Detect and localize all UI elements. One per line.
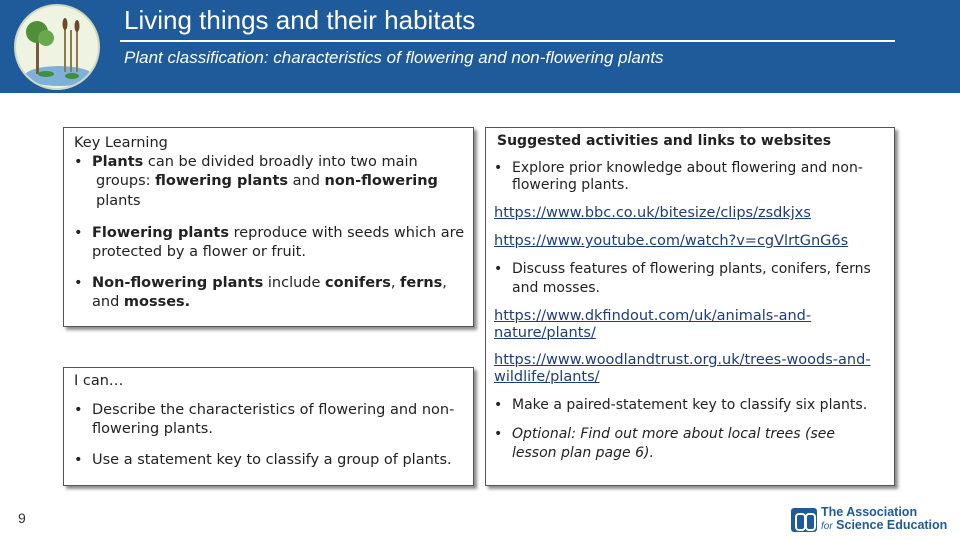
text: groups: xyxy=(96,173,156,189)
key-learning-item-3 xyxy=(74,274,447,294)
link-text[interactable]: https://www.dkfindout.com/uk/animals-and- xyxy=(494,308,812,324)
i-can-item-2 xyxy=(74,451,452,471)
header-banner xyxy=(0,0,960,93)
bullet: • xyxy=(494,160,503,176)
term-non-flowering-plants: Non-flowering plants xyxy=(92,275,264,291)
page-subtitle: Plant classification: characteristics of flowering and non-flowering plants xyxy=(124,48,664,67)
youtube-link[interactable]: https://www.youtube.com/watch?v=cgVlrtGnG6s xyxy=(494,233,849,249)
text: Optional: Find out more about local trees (see xyxy=(512,426,836,442)
activities-heading: Suggested activities and links to websites xyxy=(497,133,832,149)
term-mosses: mosses. xyxy=(123,294,191,310)
text: include xyxy=(263,275,326,291)
bullet: • xyxy=(74,452,83,468)
term-non-flowering: non-flowering xyxy=(324,173,438,189)
activity-item-4 xyxy=(494,425,835,445)
term-conifers: conifers xyxy=(325,275,391,291)
bullet: • xyxy=(74,402,83,418)
bullet: • xyxy=(74,154,83,170)
bullet: • xyxy=(494,261,503,277)
text: Explore prior knowledge about flowering and non- xyxy=(512,160,863,176)
i-can-item-1-line2: flowering plants. xyxy=(92,421,213,437)
link-text[interactable]: wildlife/plants/ xyxy=(494,369,600,385)
key-learning-item-1-line3: plants xyxy=(96,193,141,209)
key-learning-item-3-line2 xyxy=(92,293,190,313)
text: Discuss features of flowering plants, conifers, ferns xyxy=(512,261,871,277)
logo-line-2-prefix: for xyxy=(821,521,833,532)
ase-logo-text xyxy=(821,506,947,533)
logo-line-2: Science Education xyxy=(836,518,948,532)
term-ferns: ferns xyxy=(400,275,443,291)
key-learning-item-1-line2 xyxy=(96,172,438,192)
term-plants: Plants xyxy=(92,154,144,170)
text: can be divided broadly into two main xyxy=(143,154,418,170)
activity-item-4-line2: lesson plan page 6). xyxy=(512,445,654,461)
text: , xyxy=(442,275,447,291)
text: Make a paired-statement key to classify six plants. xyxy=(512,397,868,413)
key-learning-item-2-line2: protected by a flower or fruit. xyxy=(92,244,306,260)
page-number: 9 xyxy=(18,510,26,526)
i-can-heading: I can… xyxy=(74,373,124,389)
page-title: Living things and their habitats xyxy=(124,5,476,35)
logo-line-1: The Association xyxy=(821,505,918,519)
term-flowering-plants: Flowering plants xyxy=(92,225,229,241)
text: , xyxy=(390,275,401,291)
woodland-trust-link[interactable] xyxy=(494,352,871,386)
title-divider xyxy=(120,40,895,42)
text: and xyxy=(92,294,124,310)
habitat-logo-icon xyxy=(14,4,100,90)
ase-logo xyxy=(791,506,951,534)
activity-item-2-line2: and mosses. xyxy=(512,280,600,296)
text: and xyxy=(288,173,325,189)
text: Use a statement key to classify a group of plants. xyxy=(92,452,452,468)
i-can-item-1 xyxy=(74,401,454,421)
link-text[interactable]: nature/plants/ xyxy=(494,325,596,341)
activity-item-2 xyxy=(494,260,871,280)
bullet: • xyxy=(74,275,83,291)
key-learning-item-2 xyxy=(74,224,464,244)
term-flowering-plants: flowering plants xyxy=(155,173,289,189)
bullet: • xyxy=(494,397,503,413)
activity-item-1-line2: flowering plants. xyxy=(512,177,629,193)
key-learning-item-1 xyxy=(74,153,418,173)
bbc-bitesize-link[interactable]: https://www.bbc.co.uk/bitesize/clips/zsdkjxs xyxy=(494,205,811,221)
text: reproduce with seeds which are xyxy=(228,225,465,241)
activity-item-3 xyxy=(494,396,867,416)
ase-logo-icon xyxy=(791,508,817,532)
key-learning-heading: Key Learning xyxy=(74,135,168,151)
text: Describe the characteristics of flowering and non- xyxy=(92,402,455,418)
bullet: • xyxy=(74,225,83,241)
dkfindout-link[interactable] xyxy=(494,308,811,342)
bullet: • xyxy=(494,426,503,442)
link-text[interactable]: https://www.woodlandtrust.org.uk/trees-woods-and- xyxy=(494,352,871,368)
